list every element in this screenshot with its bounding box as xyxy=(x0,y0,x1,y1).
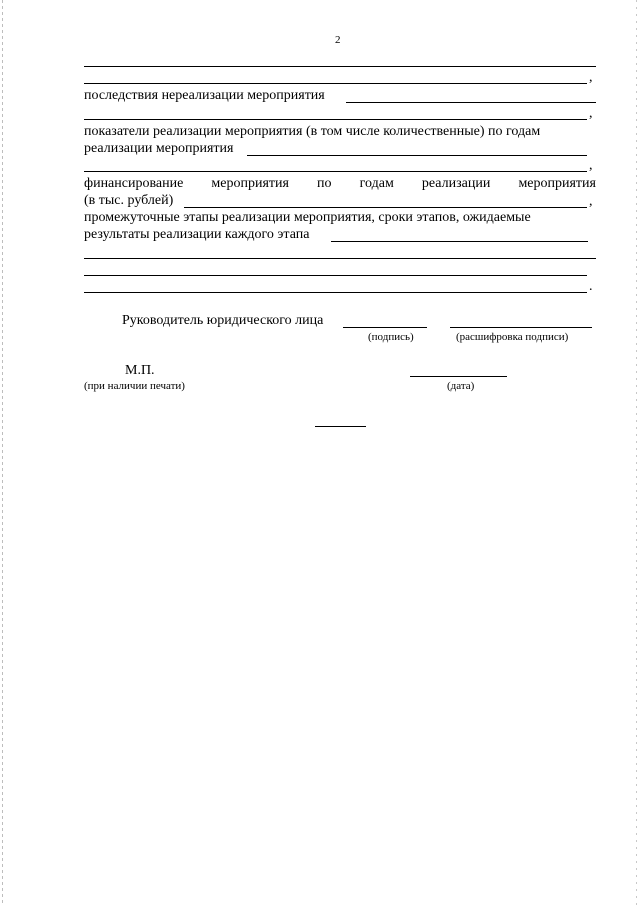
blank-line[interactable] xyxy=(84,171,587,172)
financing-label-line1 xyxy=(84,176,596,192)
signature-caption: (подпись) xyxy=(368,331,414,343)
decoding-caption: (расшифровка подписи) xyxy=(456,331,569,343)
comma: , xyxy=(589,194,593,209)
indicators-label-line2: реализации мероприятия xyxy=(84,141,234,156)
financing-word: годам xyxy=(359,176,394,191)
scan-edge-right xyxy=(636,0,637,905)
head-label: Руководитель юридического лица xyxy=(122,313,324,328)
stages-label-line2: результаты реализации каждого этапа xyxy=(84,227,310,242)
comma: , xyxy=(589,70,593,85)
financing-label-line2: (в тыс. рублей) xyxy=(84,193,174,208)
blank-line[interactable] xyxy=(84,83,587,84)
financing-field[interactable] xyxy=(184,207,587,208)
comma: , xyxy=(589,106,593,121)
financing-word: реализации xyxy=(421,176,491,191)
blank-line[interactable] xyxy=(84,66,596,67)
signature-field[interactable] xyxy=(343,327,427,328)
blank-line[interactable] xyxy=(84,275,587,276)
consequences-label: последствия нереализации мероприятия xyxy=(84,88,325,103)
comma: , xyxy=(589,158,593,173)
blank-line[interactable] xyxy=(84,119,587,120)
financing-word: мероприятия xyxy=(211,176,289,191)
financing-word: финансирование xyxy=(84,176,184,191)
period: . xyxy=(589,279,593,294)
indicators-field[interactable] xyxy=(247,155,587,156)
page-number: 2 xyxy=(335,34,341,46)
consequences-field[interactable] xyxy=(346,102,596,103)
stamp-caption: (при наличии печати) xyxy=(84,380,185,392)
end-separator xyxy=(315,426,366,427)
stages-label-line1: промежуточные этапы реализации мероприятия, сроки этапов, ожидаемые xyxy=(84,210,531,225)
date-field[interactable] xyxy=(410,376,507,377)
date-caption: (дата) xyxy=(447,380,475,392)
signature-decoding-field[interactable] xyxy=(450,327,592,328)
financing-word: мероприятия xyxy=(518,176,596,191)
blank-line[interactable] xyxy=(84,258,596,259)
financing-word: по xyxy=(317,176,332,191)
stamp-label: М.П. xyxy=(125,363,155,378)
stages-field[interactable] xyxy=(331,241,588,242)
indicators-label-line1: показатели реализации мероприятия (в том числе количественные) по годам xyxy=(84,124,541,139)
blank-line[interactable] xyxy=(84,292,587,293)
scan-edge-left xyxy=(2,0,3,905)
